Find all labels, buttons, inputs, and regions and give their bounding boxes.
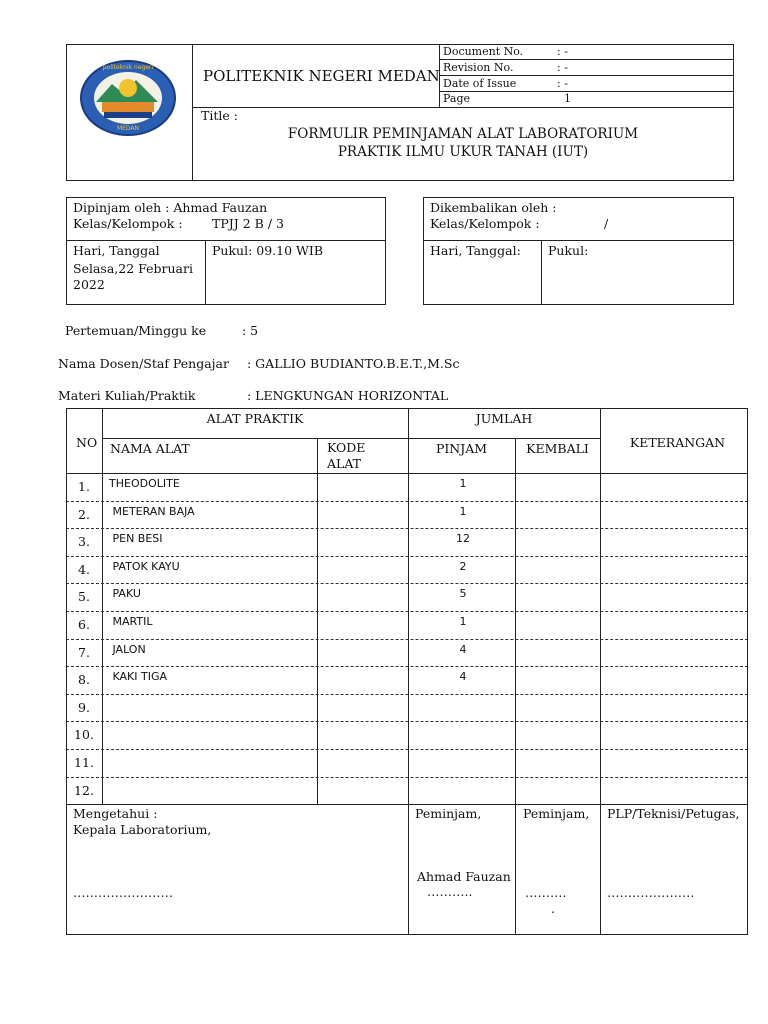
row-number: 2. [78,506,90,522]
return-vline [541,240,542,305]
docinfo-value-3: 1 [564,92,571,105]
row-borrow-qty: 1 [459,477,467,490]
material-value: : LENGKUNGAN HORIZONTAL [247,388,449,403]
institution-name: POLITEKNIK NEGERI MEDAN [203,67,440,85]
row-equipment-name: JALON [109,642,146,656]
col-line [102,408,103,804]
borrow-day-label: Hari, Tanggal [73,243,160,258]
row-borrow-qty: 12 [456,532,470,546]
col-kode-header-2: ALAT [327,456,362,471]
docinfo-value-1: : - [557,61,568,74]
docinfo-label-0: Document No. [443,45,524,58]
logo-text: politeknik negeri [102,64,154,71]
borrow-class-label: Kelas/Kelompok : [73,216,183,231]
row-divider [66,666,748,667]
header-row-line [102,438,600,439]
material-label: Materi Kuliah/Praktik [58,388,196,403]
row-number: 3. [78,534,90,550]
return-class-value: / [604,216,609,231]
return-hline [423,240,734,241]
row-divider [66,777,748,778]
lecturer-label: Nama Dosen/Staf Pengajar [58,356,229,371]
row-divider [66,749,748,750]
borrower2-signature-line: ………. [525,885,567,900]
col-jumlah-header: JUMLAH [475,411,533,426]
row-equipment-name: METERAN BAJA [109,504,195,518]
row-borrow-qty: 1 [459,504,467,518]
logo-subtext: MEDAN [116,125,140,132]
borrower2-signature-dot: . [551,901,555,916]
col-kode-header-1: KODE [327,440,366,455]
borrow-time: Pukul: 09.10 WIB [212,243,323,258]
row-divider [66,583,748,584]
col-kembali-header: KEMBALI [526,441,589,456]
staff-signature-line: ………………… [607,885,695,900]
docinfo-value-0: : - [557,45,568,58]
row-number: 7. [78,644,90,660]
document-title-line2: PRAKTIK ILMU UKUR TANAH (IUT) [337,144,589,160]
returned-by: Dikembalikan oleh : [430,200,557,215]
col-no-header: NO [76,435,98,450]
staff-label: PLP/Teknisi/Petugas, [607,806,740,821]
col-pinjam-header: PINJAM [435,441,488,456]
docinfo-line [439,91,734,92]
header-divider [192,44,193,181]
row-divider [66,611,748,612]
col-nama-header: NAMA ALAT [110,441,190,456]
meeting-label: Pertemuan/Minggu ke [65,323,207,338]
docinfo-label-3: Page [443,92,471,105]
col-ket-header: KETERANGAN [629,435,726,450]
borrower-signature-line: ……….. [427,884,473,899]
docinfo-label-2: Date of Issue [443,77,517,90]
row-equipment-name: PAKU [109,587,141,601]
borrow-day-value-2: 2022 [73,277,105,292]
row-divider [66,528,748,529]
row-number: 11. [74,755,94,770]
row-number: 1. [78,479,90,494]
ack-label: Mengetahui : [73,806,158,821]
row-divider [66,639,748,640]
row-borrow-qty: 4 [459,642,467,656]
col-alat-header: ALAT PRAKTIK [206,411,304,426]
row-borrow-qty: 1 [459,615,467,628]
row-number: 5. [78,589,90,605]
row-divider [66,556,748,557]
row-equipment-name: PATOK KAYU [109,559,180,573]
borrow-day-value-1: Selasa,22 Februari [73,261,193,276]
row-borrow-qty: 2 [459,559,467,573]
row-equipment-name: KAKI TIGA [109,670,168,684]
row-borrow-qty: 5 [459,587,467,601]
row-number: 10. [74,727,94,743]
row-divider [66,721,748,722]
col-line [600,408,601,935]
docinfo-line [439,59,734,60]
docinfo-line [439,75,734,76]
borrower-label: Peminjam, [415,806,482,821]
meeting-value: : 5 [242,323,259,338]
ack-signature-line: …………………… [73,885,173,900]
docinfo-value-2: : - [557,77,568,90]
row-equipment-name: THEODOLITE [109,477,180,490]
row-equipment-name: PEN BESI [109,532,163,546]
docinfo-label-1: Revision No. [443,61,514,74]
row-number: 6. [78,617,90,632]
row-number: 12. [74,782,94,798]
return-time: Pukul: [548,243,589,258]
row-number: 9. [78,699,90,715]
sig-row-line [66,804,748,805]
row-borrow-qty: 4 [459,670,467,684]
institution-logo [78,58,178,138]
borrow-class-value: TPJJ 2 B / 3 [212,216,284,231]
row-equipment-name: MARTIL [109,615,153,628]
borrow-vline [205,240,206,305]
header-row-line [66,473,748,474]
ack-role: Kepala Laboratorium, [73,822,212,837]
row-divider [66,694,748,695]
document-title-line1: FORMULIR PEMINJAMAN ALAT LABORATORIUM [287,126,639,142]
row-number: 8. [78,672,90,688]
title-label: Title : [201,108,238,123]
borrower2-label: Peminjam, [523,806,590,821]
return-day-label: Hari, Tanggal: [430,243,521,258]
row-divider [66,501,748,502]
row-number: 4. [78,561,90,577]
lecturer-value: : GALLIO BUDIANTO.B.E.T.,M.Sc [247,356,460,371]
borrowed-by: Dipinjam oleh : Ahmad Fauzan [73,200,268,215]
borrow-hline [66,240,386,241]
borrower-name: Ahmad Fauzan [417,869,511,884]
return-class-label: Kelas/Kelompok : [430,216,540,231]
header-hline [192,107,734,108]
